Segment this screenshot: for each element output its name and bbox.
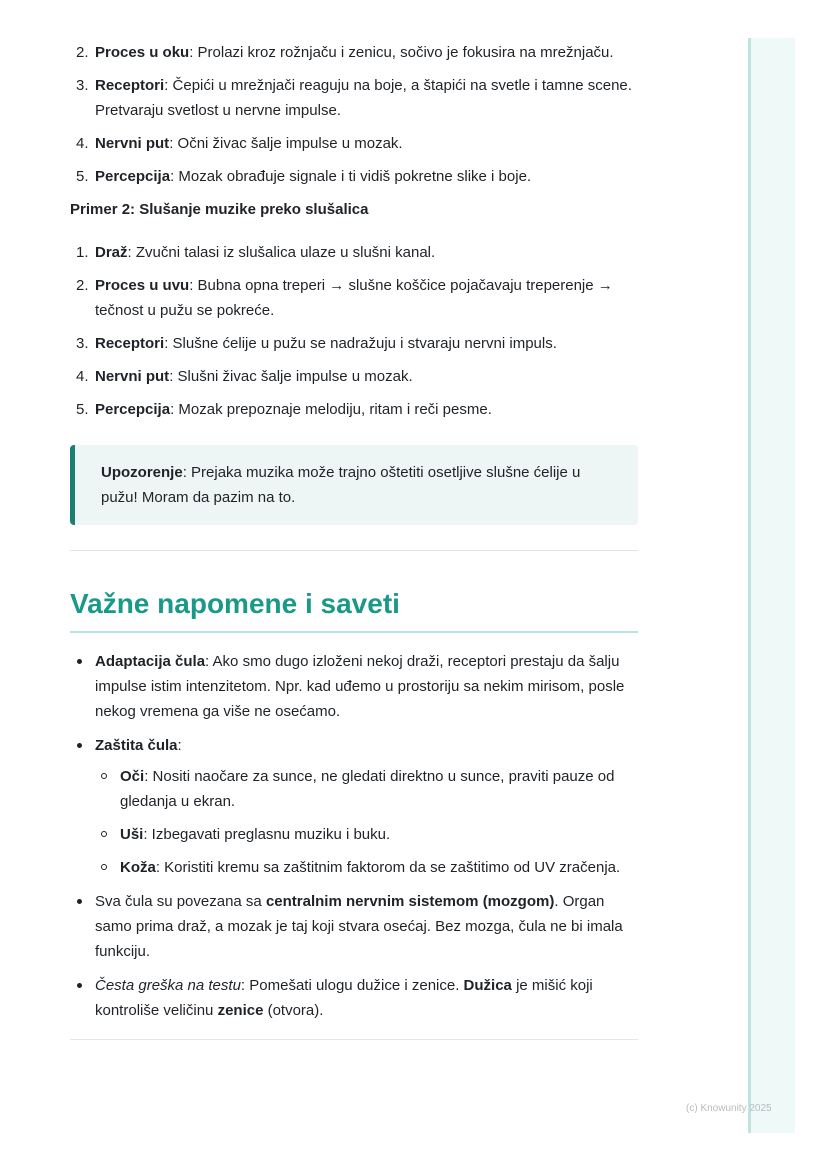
list-item (70, 733, 638, 880)
item-term: Uši (120, 826, 144, 843)
item-term: Percepcija (95, 168, 171, 185)
list-item (70, 649, 638, 724)
item-term: Proces u oku (95, 44, 190, 61)
steps-list-primer-2 (70, 240, 638, 422)
item-text: : (177, 737, 182, 754)
list-item (70, 131, 638, 156)
item-term: Nervni put (95, 368, 170, 385)
sub-list-item (95, 764, 638, 814)
bullet-dot (77, 659, 82, 664)
list-item (70, 73, 638, 123)
list-item (70, 973, 638, 1023)
callout-text: : Prejaka muzika može trajno oštetiti osetljive slušne ćelije u pužu! Moram da pazim na to. (101, 464, 581, 506)
list-number: 3. (76, 77, 89, 94)
item-term: Receptori (95, 335, 165, 352)
divider (70, 550, 638, 551)
item-text: (otvora). (263, 1002, 324, 1019)
list-item (70, 889, 638, 964)
bullet-ring (101, 773, 107, 779)
bullet-dot (77, 743, 82, 748)
tips-list (70, 649, 638, 1023)
list-number: 5. (76, 168, 89, 185)
list-item (70, 273, 638, 323)
item-text: : Pomešati ulogu dužice i zenice. (240, 977, 464, 994)
item-term: Draž (95, 244, 128, 261)
item-text: : Zvučni talasi iz slušalica ulaze u slušni kanal. (127, 244, 436, 261)
callout-term: Upozorenje (101, 464, 183, 481)
item-term: Adaptacija čula (95, 653, 206, 670)
item-term: Zaštita čula (95, 737, 178, 754)
item-text: : Slušni živac šalje impulse u mozak. (169, 368, 413, 385)
item-text: : Slušne ćelije u pužu se nadražuju i stvaraju nervni impuls. (164, 335, 557, 352)
list-number: 2. (76, 44, 89, 61)
list-item (70, 397, 638, 422)
item-term: Percepcija (95, 401, 171, 418)
side-panel (748, 38, 795, 1133)
item-text: : Bubna opna treperi → slušne koščice pojačavaju treperenje → tečnost u pužu se pokreće. (95, 277, 613, 319)
list-number: 5. (76, 401, 89, 418)
list-number: 1. (76, 244, 89, 261)
bullet-dot (77, 983, 82, 988)
item-text: : Nositi naočare za sunce, ne gledati direktno u sunce, praviti pauze od gledanja u ekran. (120, 768, 615, 810)
item-term: Koža (120, 859, 156, 876)
item-text: : Mozak prepoznaje melodiju, ritam i reči pesme. (170, 401, 492, 418)
item-text: : Ako smo dugo izloženi nekoj draži, receptori prestaju da šalju impulse istim intenzitetom. Npr. kad uđemo u prostoriju sa nekim mirisom, posle nekog vremena ga više ne osećamo. (95, 653, 625, 720)
list-item (70, 331, 638, 356)
list-number: 3. (76, 335, 89, 352)
list-number: 4. (76, 368, 89, 385)
item-bold: centralnim nervnim sistemom (mozgom) (265, 893, 555, 910)
item-term: Receptori (95, 77, 165, 94)
primer-2-title: Primer 2: Slušanje muzike preko slušalica (70, 201, 369, 218)
item-text: : Prolazi kroz rožnjaču i zenicu, sočivo je fokusira na mrežnjaču. (189, 44, 614, 61)
item-bold: Dužica (463, 977, 512, 994)
list-number: 4. (76, 135, 89, 152)
bullet-ring (101, 864, 107, 870)
item-text: : Čepići u mrežnjači reaguju na boje, a štapići na svetle i tamne scene. Pretvaraju svetlost u nervne impulse. (95, 77, 632, 119)
item-term: Proces u uvu (95, 277, 190, 294)
sub-list-item (95, 855, 638, 880)
item-term: Oči (120, 768, 145, 785)
list-item (70, 364, 638, 389)
item-text: Sva čula su povezana sa (95, 893, 266, 910)
item-bold: zenice (217, 1002, 264, 1019)
warning-callout (70, 445, 638, 525)
item-text: . Organ samo prima draž, a mozak je taj koji stvara osećaj. Bez mozga, čula ne bi imala funkciju. (95, 893, 623, 960)
list-item (70, 164, 638, 189)
item-text: : Očni živac šalje impulse u mozak. (169, 135, 403, 152)
item-italic: Česta greška na testu (95, 977, 241, 994)
item-term: Nervni put (95, 135, 170, 152)
sub-list (95, 764, 638, 880)
bullet-ring (101, 831, 107, 837)
list-number: 2. (76, 277, 89, 294)
list-item (70, 240, 638, 265)
steps-list-primer-1 (70, 40, 638, 189)
document-content (70, 40, 638, 1040)
bullet-dot (77, 899, 82, 904)
sub-list-item (95, 822, 638, 847)
item-text: : Koristiti kremu sa zaštitnim faktorom da se zaštitimo od UV zračenja. (155, 859, 621, 876)
item-text: je mišić koji kontroliše veličinu (95, 977, 593, 1019)
item-text: : Mozak obrađuje signale i ti vidiš pokretne slike i boje. (170, 168, 532, 185)
footer-copyright: (c) Knowunity 2025 (686, 1103, 772, 1114)
list-item (70, 40, 638, 65)
divider (70, 1039, 638, 1040)
section-heading: Važne napomene i saveti (70, 587, 638, 633)
item-text: : Izbegavati preglasnu muziku i buku. (143, 826, 391, 843)
